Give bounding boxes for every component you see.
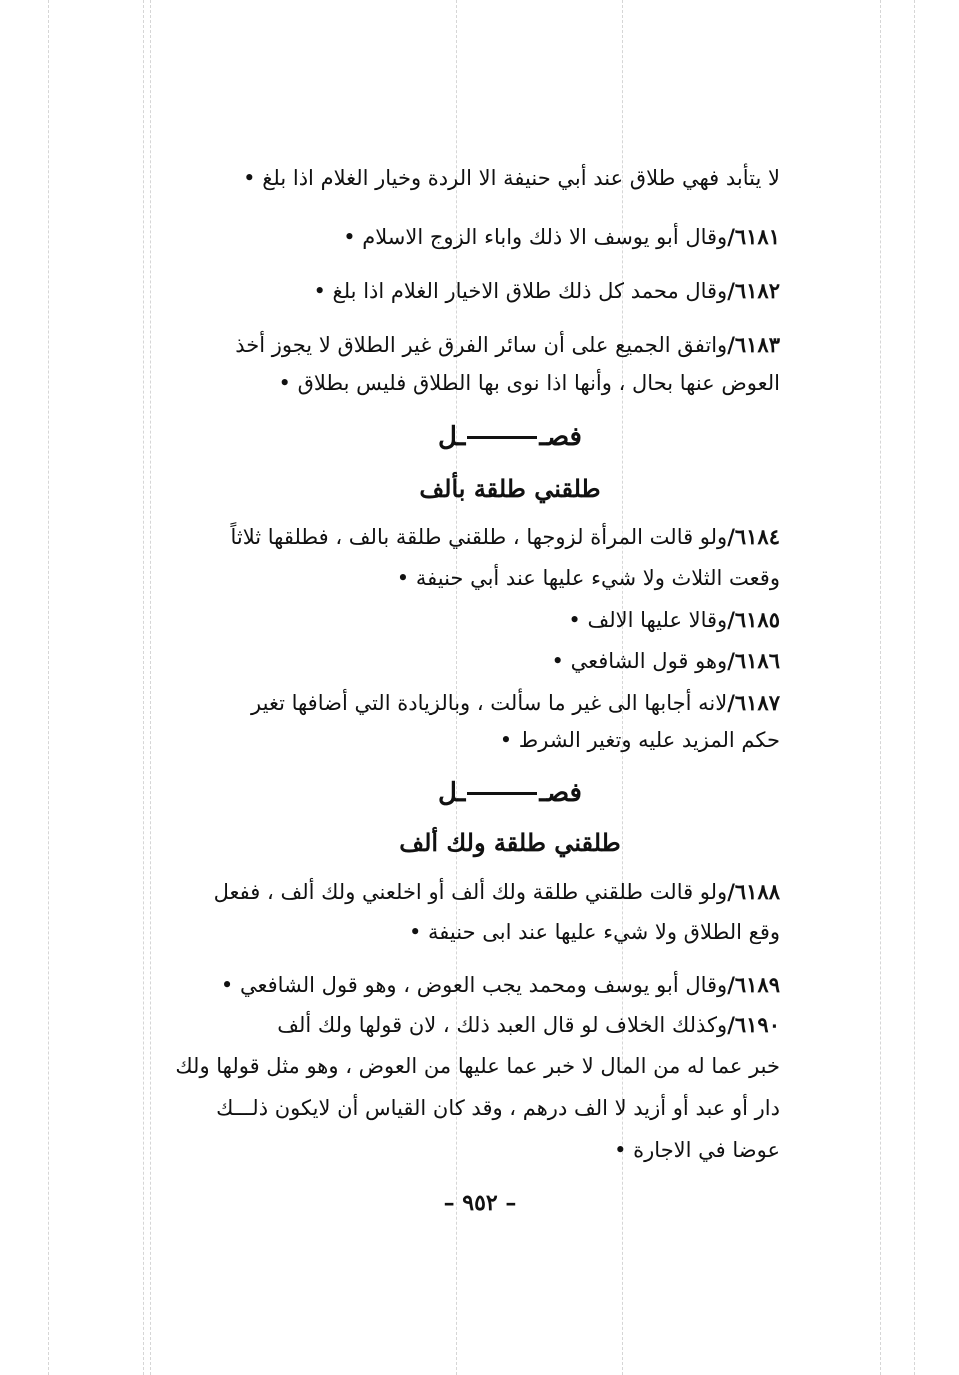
paragraph-text: العوض عنها بحال ، وأنها اذا نوى بها الطلاق فليس بطلاق • <box>278 371 780 395</box>
text-line <box>150 605 780 635</box>
section-title: طلقني طلقة بألف <box>419 474 601 503</box>
text-line <box>135 1051 780 1081</box>
paragraph-text: حكم المزيد عليه وتغير الشرط • <box>499 728 780 752</box>
page-number: – ٩٥٢ – <box>443 1190 517 1216</box>
text-line <box>150 725 780 755</box>
text-line <box>150 222 780 252</box>
fasl-end: ـل <box>438 778 466 808</box>
paragraph-text: خبر عما له من المال لا خبر عما عليها من العوض ، وهو مثل قولها ولك <box>175 1054 780 1078</box>
paragraph-text: وقال أبو يوسف الا ذلك واباء الزوج الاسلام • <box>343 225 728 249</box>
text-line <box>150 276 780 306</box>
paragraph-number: ٦١٨٢/ <box>727 278 780 303</box>
paragraph-number: ٦١٨٨/ <box>727 879 780 904</box>
paragraph-number: ٦١٩٠/ <box>727 1012 780 1037</box>
text-line <box>150 563 780 593</box>
text-line <box>135 1010 780 1040</box>
paragraph-text: لانه أجابها الى غير ما سألت ، وبالزيادة التي أضافها تغير <box>251 691 728 715</box>
fasl-start: فصـ <box>539 422 582 452</box>
text-line <box>135 330 780 360</box>
paragraph-number: ٦١٨٦/ <box>727 648 780 673</box>
paragraph-text: وقعت الثلاث ولا شيء عليها عند أبي حنيفة • <box>396 566 780 590</box>
paragraph-text: وكذلك الخلاف لو قال العبد ذلك ، لان قولها ولك ألف <box>277 1013 728 1037</box>
paragraph-number: ٦١٨٩/ <box>727 972 780 997</box>
tatweel-stroke <box>467 792 537 795</box>
text-line <box>135 877 780 907</box>
text-line <box>150 917 780 947</box>
paragraph-text: لا يتأبد فهي طلاق عند أبي حنيفة الا الردة وخيار الغلام اذا بلغ • <box>243 166 780 190</box>
paragraph-number: ٦١٨٣/ <box>727 332 780 357</box>
paragraph-text: ولو قالت طلقني طلقة ولك ألف أو اخلعني ولك ألف ، ففعل <box>213 880 728 904</box>
section-title: طلقني طلقة ولك ألف <box>399 828 621 857</box>
paragraph-text: دار أو عبد أو أزيد لا الف درهم ، وقد كان القياس أن لايكون ذلـــك <box>216 1096 780 1120</box>
paragraph-text: وهو قول الشافعي • <box>551 649 728 673</box>
paragraph-text: وقالا عليها الالف • <box>568 608 728 632</box>
section-heading-fasl <box>130 776 890 810</box>
paragraph-number: ٦١٨١/ <box>727 224 780 249</box>
fasl-end: ـل <box>438 422 466 452</box>
text-line <box>135 1093 780 1123</box>
tatweel-stroke <box>467 436 537 439</box>
paragraph-number: ٦١٨٥/ <box>727 607 780 632</box>
paragraph-text: ولو قالت المرأة لزوجها ، طلقني طلقة بالف ، فطلقها ثلاثاً <box>230 525 728 549</box>
paragraph-number: ٦١٨٧/ <box>727 690 780 715</box>
text-line <box>135 970 780 1000</box>
text-line <box>150 1135 780 1165</box>
paragraph-text: وقع الطلاق ولا شيء عليها عند ابى حنيفة • <box>408 920 780 944</box>
text-line <box>150 368 780 398</box>
text-line <box>150 163 780 193</box>
paragraph-text: وقال محمد كل ذلك طلاق الاخيار الغلام اذا بلغ • <box>313 279 728 303</box>
fasl-start: فصـ <box>539 778 582 808</box>
section-heading-fasl <box>130 420 890 454</box>
text-line <box>150 646 780 676</box>
text-line <box>135 688 780 718</box>
paragraph-number: ٦١٨٤/ <box>727 524 780 549</box>
text-line <box>135 522 780 552</box>
paragraph-text: وقال أبو يوسف ومحمد يجب العوض ، وهو قول الشافعي • <box>220 973 728 997</box>
paragraph-text: عوضا في الاجارة • <box>614 1138 780 1162</box>
paragraph-text: واتفق الجميع على أن سائر الفرق غير الطلاق لا يجوز أخذ <box>235 333 728 357</box>
